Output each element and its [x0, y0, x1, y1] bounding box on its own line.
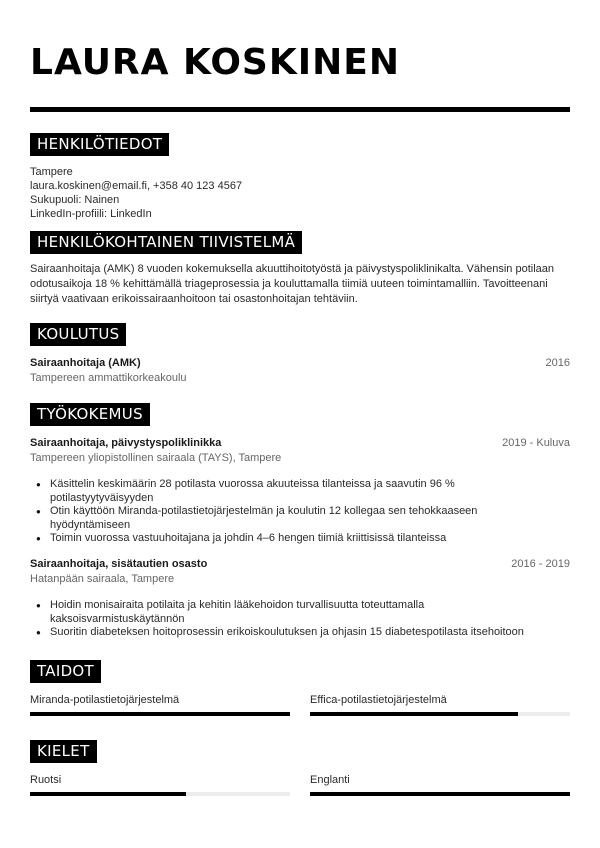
personal-contact: laura.koskinen@email.fi, +358 40 123 4567 [30, 180, 243, 192]
skill-label: Miranda-potilastietojärjestelmä [30, 694, 180, 706]
education-school: Tampereen ammattikorkeakoulu [30, 372, 187, 384]
job-title: Sairaanhoitaja, sisätautien osasto [30, 558, 208, 570]
section-heading-experience: TYÖKOKEMUS [30, 403, 150, 426]
skill-level-fill [30, 712, 290, 716]
section-heading-languages: KIELET [30, 740, 97, 763]
achievement-text: Toimin vuorossa vastuuhoitajana ja johdin 4–6 hengen tiimiä kriittisissä tilanteissa [50, 532, 447, 544]
achievement-text: Hoidin monisairaita potilaita ja kehitin lääkehoidon turvallisuutta toteuttamalla [50, 599, 425, 611]
achievement-text: Käsittelin keskimäärin 28 potilasta vuorossa akuuteissa tilanteissa ja saavutin 96 % [50, 478, 455, 490]
achievement-text: Otin käyttöön Miranda-potilastietojärjestelmän ja koulutin 12 kollegaa sen tehokkaaseen [50, 505, 478, 517]
summary-line: Sairaanhoitaja (AMK) 8 vuoden kokemuksella akuuttihoitotyöstä ja päivystyspoliklinikalta. Vähensin potilaan [30, 263, 555, 275]
language-label: Englanti [310, 774, 350, 786]
achievement-item [30, 505, 550, 532]
achievement-item [30, 478, 550, 505]
skill-level-fill [310, 712, 518, 716]
skill-level-bar [310, 712, 570, 716]
job-title: Sairaanhoitaja, päivystyspoliklinikka [30, 437, 222, 449]
job-achievements [30, 599, 550, 640]
section-heading-skills: TAIDOT [30, 660, 101, 683]
skill-label: Effica-potilastietojärjestelmä [310, 694, 447, 706]
education-year: 2016 [545, 357, 570, 369]
achievement-text: kaksoisvarmistuskäytännön [50, 612, 185, 625]
language-level-bar [310, 792, 570, 796]
summary-line: siirtyä vaativaan erikoissairaanhoitoon tai osastonhoitajan tehtäviin. [30, 293, 358, 305]
achievement-text: Suoritin diabeteksen hoitoprosessin erikoiskoulutuksen ja ohjasin 15 diabetespotilasta itsehoitoon [50, 626, 524, 638]
achievement-text: potilastyytyväisyyden [50, 491, 154, 504]
education-degree: Sairaanhoitaja (AMK) [30, 357, 141, 369]
job-achievements [30, 478, 550, 546]
language-level-bar [30, 792, 290, 796]
language-label: Ruotsi [30, 774, 62, 786]
job-employer: Hatanpään sairaala, Tampere [30, 573, 175, 585]
language-level-fill [310, 792, 570, 796]
job-employer: Tampereen yliopistollinen sairaala (TAYS), Tampere [30, 452, 282, 464]
personal-city: Tampere [30, 166, 73, 178]
achievement-item [30, 599, 550, 626]
section-heading-summary: HENKILÖKOHTAINEN TIIVISTELMÄ [30, 231, 302, 254]
section-heading-personal: HENKILÖTIEDOT [30, 133, 169, 156]
candidate-name: LAURA KOSKINEN [30, 42, 400, 83]
achievement-item [30, 626, 550, 640]
summary-text [30, 262, 570, 307]
job-dates: 2016 - 2019 [511, 558, 570, 570]
summary-line: odotusaikoja 18 % kehittämällä triageprosessia ja kouluttamalla tiimiä uuteen toimintamalliin. Tavoitteenani [30, 278, 548, 290]
section-heading-education: KOULUTUS [30, 323, 126, 346]
achievement-text: hyödyntämiseen [50, 518, 131, 531]
achievement-item [30, 532, 550, 546]
personal-gender: Sukupuoli: Nainen [30, 194, 120, 206]
job-dates: 2019 - Kuluva [502, 437, 570, 449]
language-level-fill [30, 792, 186, 796]
header-divider [30, 107, 570, 112]
personal-linkedin: LinkedIn-profiili: LinkedIn [30, 208, 152, 220]
skill-level-bar [30, 712, 290, 716]
